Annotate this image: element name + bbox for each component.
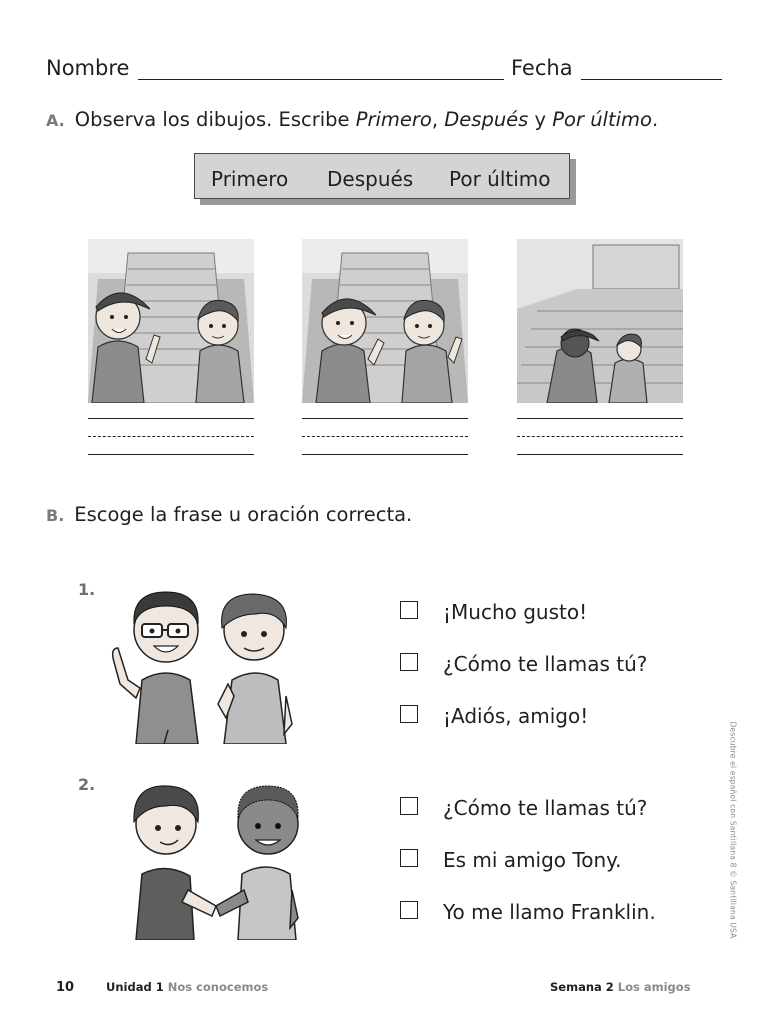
instruction-word-primero: Primero — [355, 108, 432, 131]
panel-2-answer-line-top[interactable] — [302, 418, 468, 419]
panel-2-answer-line-bottom[interactable] — [302, 454, 468, 455]
section-b-letter: B. — [46, 506, 65, 525]
item-1-illustration — [106, 584, 306, 744]
section-b-text: Escoge la frase u oración correcta. — [74, 503, 413, 526]
footer-unit — [106, 980, 268, 994]
item-2-option-1-checkbox[interactable] — [400, 797, 418, 815]
name-field[interactable] — [138, 79, 504, 80]
side-credit: Descubre el español con Santillana 8 © Santillana USA — [728, 721, 738, 939]
boys-climbing-pyramid-steps-icon — [517, 239, 683, 403]
footer-unit-label: Unidad 1 — [106, 980, 164, 994]
item-1-option-2-checkbox[interactable] — [400, 653, 418, 671]
word-bank-despues: Después — [327, 167, 414, 191]
panel-1-answer-line-top[interactable] — [88, 418, 254, 419]
item-1-option-3-label: ¡Adiós, amigo! — [443, 704, 589, 728]
word-bank-primero: Primero — [211, 167, 289, 191]
footer-week — [550, 980, 691, 994]
instruction-prefix: Observa los dibujos. Escribe — [74, 108, 350, 131]
item-1-option-1-checkbox[interactable] — [400, 601, 418, 619]
item-2-option-2-label: Es mi amigo Tony. — [443, 848, 622, 872]
instruction-word-por-ultimo: Por último — [552, 108, 652, 131]
item-2-option-3-label: Yo me llamo Franklin. — [443, 900, 656, 924]
word-bank — [194, 153, 570, 199]
section-b-instruction — [46, 503, 412, 526]
item-1-option-1-label: ¡Mucho gusto! — [443, 600, 588, 624]
instruction-comma: , — [431, 108, 439, 131]
instruction-period: . — [651, 108, 659, 131]
page-number: 10 — [56, 980, 75, 995]
instruction-word-despues: Después — [444, 108, 529, 131]
panel-2-image — [302, 239, 468, 403]
item-1-option-3-checkbox[interactable] — [400, 705, 418, 723]
panel-1-answer-guide — [88, 436, 254, 437]
footer-week-label: Semana 2 — [550, 980, 614, 994]
section-a-instruction — [46, 108, 658, 131]
item-2-illustration — [120, 778, 310, 940]
item-1-option-2-label: ¿Cómo te llamas tú? — [443, 652, 648, 676]
panel-3-answer-line-top[interactable] — [517, 418, 683, 419]
panel-3-answer-line-bottom[interactable] — [517, 454, 683, 455]
two-boys-shaking-hands-illustration-icon — [120, 778, 310, 940]
name-label: Nombre — [46, 56, 130, 80]
panel-3-image — [517, 239, 683, 403]
pyramid-two-boys-talking-icon — [88, 239, 254, 403]
section-a-letter: A. — [46, 111, 65, 130]
two-boys-greeting-illustration-icon — [106, 584, 306, 744]
date-label: Fecha — [511, 56, 573, 80]
panel-3-answer-guide — [517, 436, 683, 437]
item-2-option-3-checkbox[interactable] — [400, 901, 418, 919]
panel-1-image — [88, 239, 254, 403]
item-2-number: 2. — [78, 775, 96, 794]
date-field[interactable] — [581, 79, 722, 80]
instruction-conjunction: y — [534, 108, 547, 131]
pyramid-two-boys-waving-icon — [302, 239, 468, 403]
item-2-option-1-label: ¿Cómo te llamas tú? — [443, 796, 648, 820]
panel-2-answer-guide — [302, 436, 468, 437]
word-bank-por-ultimo: Por último — [449, 167, 551, 191]
panel-1-answer-line-bottom[interactable] — [88, 454, 254, 455]
item-2-option-2-checkbox[interactable] — [400, 849, 418, 867]
footer-week-name: Los amigos — [617, 980, 691, 994]
footer-unit-name: Nos conocemos — [167, 980, 269, 994]
item-1-number: 1. — [78, 580, 96, 599]
